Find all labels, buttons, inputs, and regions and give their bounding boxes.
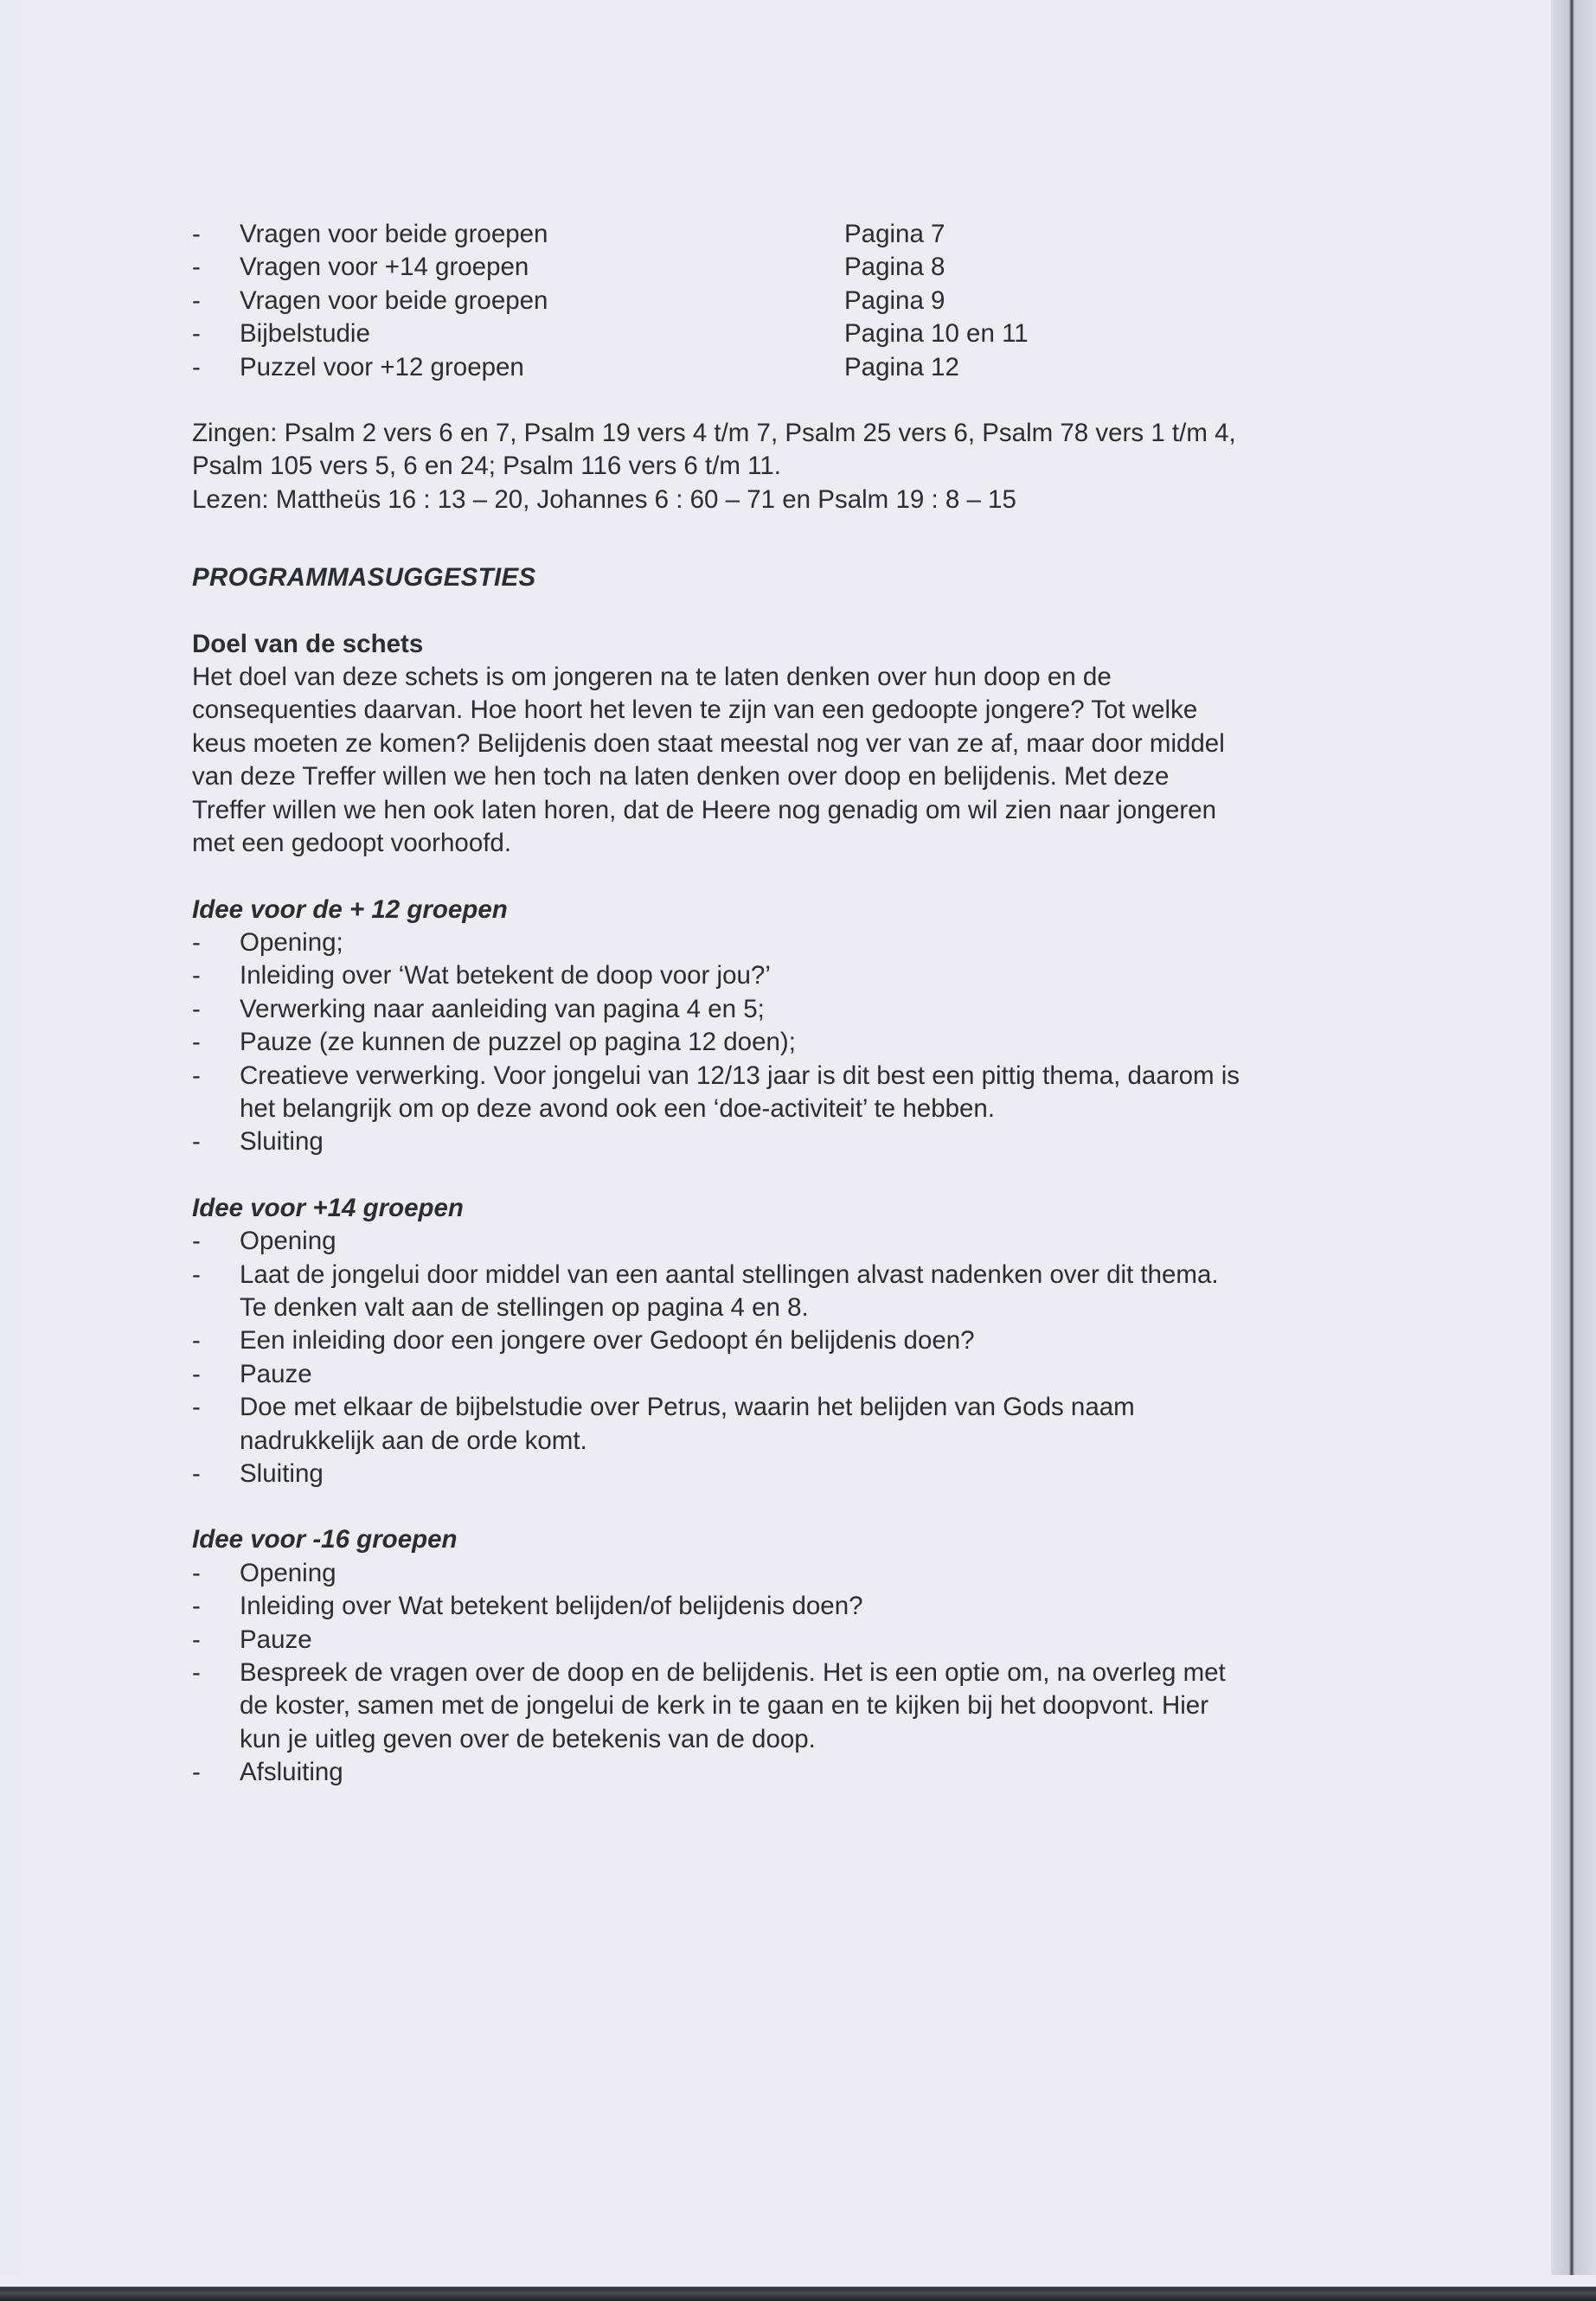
toc-page: Pagina 7: [844, 220, 945, 248]
list-item: [192, 1756, 1396, 1789]
toc-row: [192, 351, 1396, 384]
toc-label: Bijbelstudie: [240, 319, 370, 349]
table-of-contents: [192, 218, 1396, 384]
text-line: met een gedoopt voorhoofd.: [192, 829, 512, 858]
text-line: Psalm 105 vers 5, 6 en 24; Psalm 116 vers 6 t/m 11.: [192, 452, 782, 481]
group-plus14: [192, 1192, 1396, 1491]
list-item: [192, 1125, 1396, 1158]
toc-row: [192, 317, 1396, 350]
bullet-dash: -: [192, 1592, 201, 1621]
text-line: keus moeten ze komen? Belijdenis doen staat meestal nog ver van ze af, maar door middel: [192, 728, 1225, 758]
toc-page: Pagina 12: [844, 352, 959, 381]
list-item: [192, 1358, 1396, 1391]
bullet-dash: -: [192, 319, 201, 349]
list-item-text: Een inleiding door een jongere over Gedoopt én belijdenis doen?: [240, 1326, 975, 1356]
list-item-text: Opening: [240, 1227, 337, 1256]
text-line: Treffer willen we hen ook laten horen, dat de Heere nog genadig om wil zien naar jongeren: [192, 795, 1217, 824]
bullet-dash: -: [192, 1259, 201, 1289]
list-item-text: de koster, samen met de jongelui de kerk in te gaan en te kijken bij het doopvont. Hier: [240, 1691, 1209, 1721]
group-minus16: [192, 1523, 1396, 1789]
list-item-text: Doe met elkaar de bijbelstudie over Petrus, waarin het belijden van Gods naam: [240, 1393, 1135, 1422]
bullet-dash: -: [192, 994, 201, 1023]
toc-label: Vragen voor beide groepen: [240, 285, 548, 315]
toc-label: Puzzel voor +12 groepen: [240, 352, 524, 381]
list-item: [192, 1458, 1396, 1490]
bullet-dash: -: [192, 927, 201, 957]
lezen-line: Lezen: Mattheüs 16 : 13 – 20, Johannes 6 : 60 – 71 en Psalm 19 : 8 – 15: [192, 484, 1016, 514]
zingen-paragraph: [192, 417, 1396, 484]
list-item-text: Laat de jongelui door middel van een aantal stellingen alvast nadenken over dit thema.: [240, 1259, 1219, 1289]
bullet-dash: -: [192, 1061, 201, 1090]
bullet-dash: -: [192, 352, 201, 381]
toc-page: Pagina 8: [844, 253, 945, 282]
list-item-text: Inleiding over ‘Wat betekent de doop voor jou?’: [240, 961, 771, 990]
list-item: [192, 1026, 1396, 1059]
bullet-dash: -: [192, 1326, 201, 1356]
bullet-dash: -: [192, 1558, 201, 1587]
toc-label: Vragen voor beide groepen: [240, 220, 548, 248]
list-item: [192, 1259, 1396, 1325]
doel-heading: Doel van de schets: [192, 629, 424, 658]
list-item-text: het belangrijk om op deze avond ook een ‘doe-activiteit’ te hebben.: [240, 1093, 996, 1123]
list-item: [192, 1624, 1396, 1657]
bullet-dash: -: [192, 1625, 201, 1654]
toc-page: Pagina 10 en 11: [844, 319, 1029, 349]
list-item-text: Pauze: [240, 1359, 312, 1388]
toc-row: [192, 285, 1396, 317]
list-item-text: Opening: [240, 1558, 337, 1587]
list-item: [192, 1324, 1396, 1357]
bullet-dash: -: [192, 961, 201, 990]
list-item: [192, 1060, 1396, 1126]
bullet-dash: -: [192, 1227, 201, 1256]
group-heading: Idee voor +14 groepen: [192, 1193, 464, 1222]
doel-section: [192, 628, 1396, 861]
list-item-text: Bespreek de vragen over de doop en de belijdenis. Het is een optie om, na overleg met: [240, 1658, 1226, 1688]
page-bottom-edge: [0, 2275, 1596, 2301]
group-plus12: [192, 894, 1396, 1159]
bullet-dash: -: [192, 1658, 201, 1688]
list-item: [192, 1557, 1396, 1590]
list-item-text: Verwerking naar aanleiding van pagina 4 en 5;: [240, 994, 765, 1023]
list-item-text: nadrukkelijk aan de orde komt.: [240, 1426, 587, 1455]
page-binding-edge: [1551, 0, 1596, 2301]
list-item-text: Inleiding over Wat betekent belijden/of belijdenis doen?: [240, 1592, 863, 1621]
bullet-dash: -: [192, 1127, 201, 1157]
toc-row: [192, 251, 1396, 284]
text-line: Het doel van deze schets is om jongeren na te laten denken over hun doop en de: [192, 663, 1112, 692]
bullet-dash: -: [192, 285, 201, 315]
text-line: van deze Treffer willen we hen toch na laten denken over doop en belijdenis. Met deze: [192, 762, 1170, 792]
bullet-dash: -: [192, 1028, 201, 1057]
list-item-text: Pauze (ze kunnen de puzzel op pagina 12 doen);: [240, 1028, 796, 1057]
bullet-dash: -: [192, 1359, 201, 1388]
bullet-dash: -: [192, 1393, 201, 1422]
list-item-text: Afsluiting: [240, 1758, 343, 1787]
list-item: [192, 993, 1396, 1026]
list-item-text: Sluiting: [240, 1459, 324, 1488]
list-item-text: Creatieve verwerking. Voor jongelui van 12/13 jaar is dit best een pittig thema, daarom is: [240, 1061, 1240, 1090]
text-line: consequenties daarvan. Hoe hoort het leven te zijn van een gedoopte jongere? Tot welke: [192, 695, 1198, 725]
list-item-text: Pauze: [240, 1625, 312, 1654]
toc-page: Pagina 9: [844, 285, 945, 315]
list-item: [192, 1225, 1396, 1258]
list-item-text: Te denken valt aan de stellingen op pagina 4 en 8.: [240, 1292, 809, 1322]
list-item: [192, 1590, 1396, 1623]
toc-label: Vragen voor +14 groepen: [240, 253, 529, 282]
text-line: Zingen: Psalm 2 vers 6 en 7, Psalm 19 vers 4 t/m 7, Psalm 25 vers 6, Psalm 78 vers 1 t/m 4,: [192, 419, 1236, 448]
bullet-dash: -: [192, 1758, 201, 1787]
bullet-dash: -: [192, 1459, 201, 1488]
bullet-dash: -: [192, 220, 201, 248]
list-item: [192, 1391, 1396, 1458]
list-item-text: Sluiting: [240, 1127, 324, 1157]
list-item-text: kun je uitleg geven over de betekenis van de doop.: [240, 1724, 816, 1753]
group-heading: Idee voor -16 groepen: [192, 1525, 458, 1554]
list-item: [192, 1657, 1396, 1756]
bullet-dash: -: [192, 253, 201, 282]
list-item: [192, 926, 1396, 959]
list-item-text: Opening;: [240, 927, 343, 957]
document-content: [192, 218, 1396, 1790]
section-title: PROGRAMMASUGGESTIES: [192, 563, 536, 593]
list-item: [192, 959, 1396, 992]
group-heading: Idee voor de + 12 groepen: [192, 894, 508, 924]
toc-row: [192, 218, 1396, 251]
